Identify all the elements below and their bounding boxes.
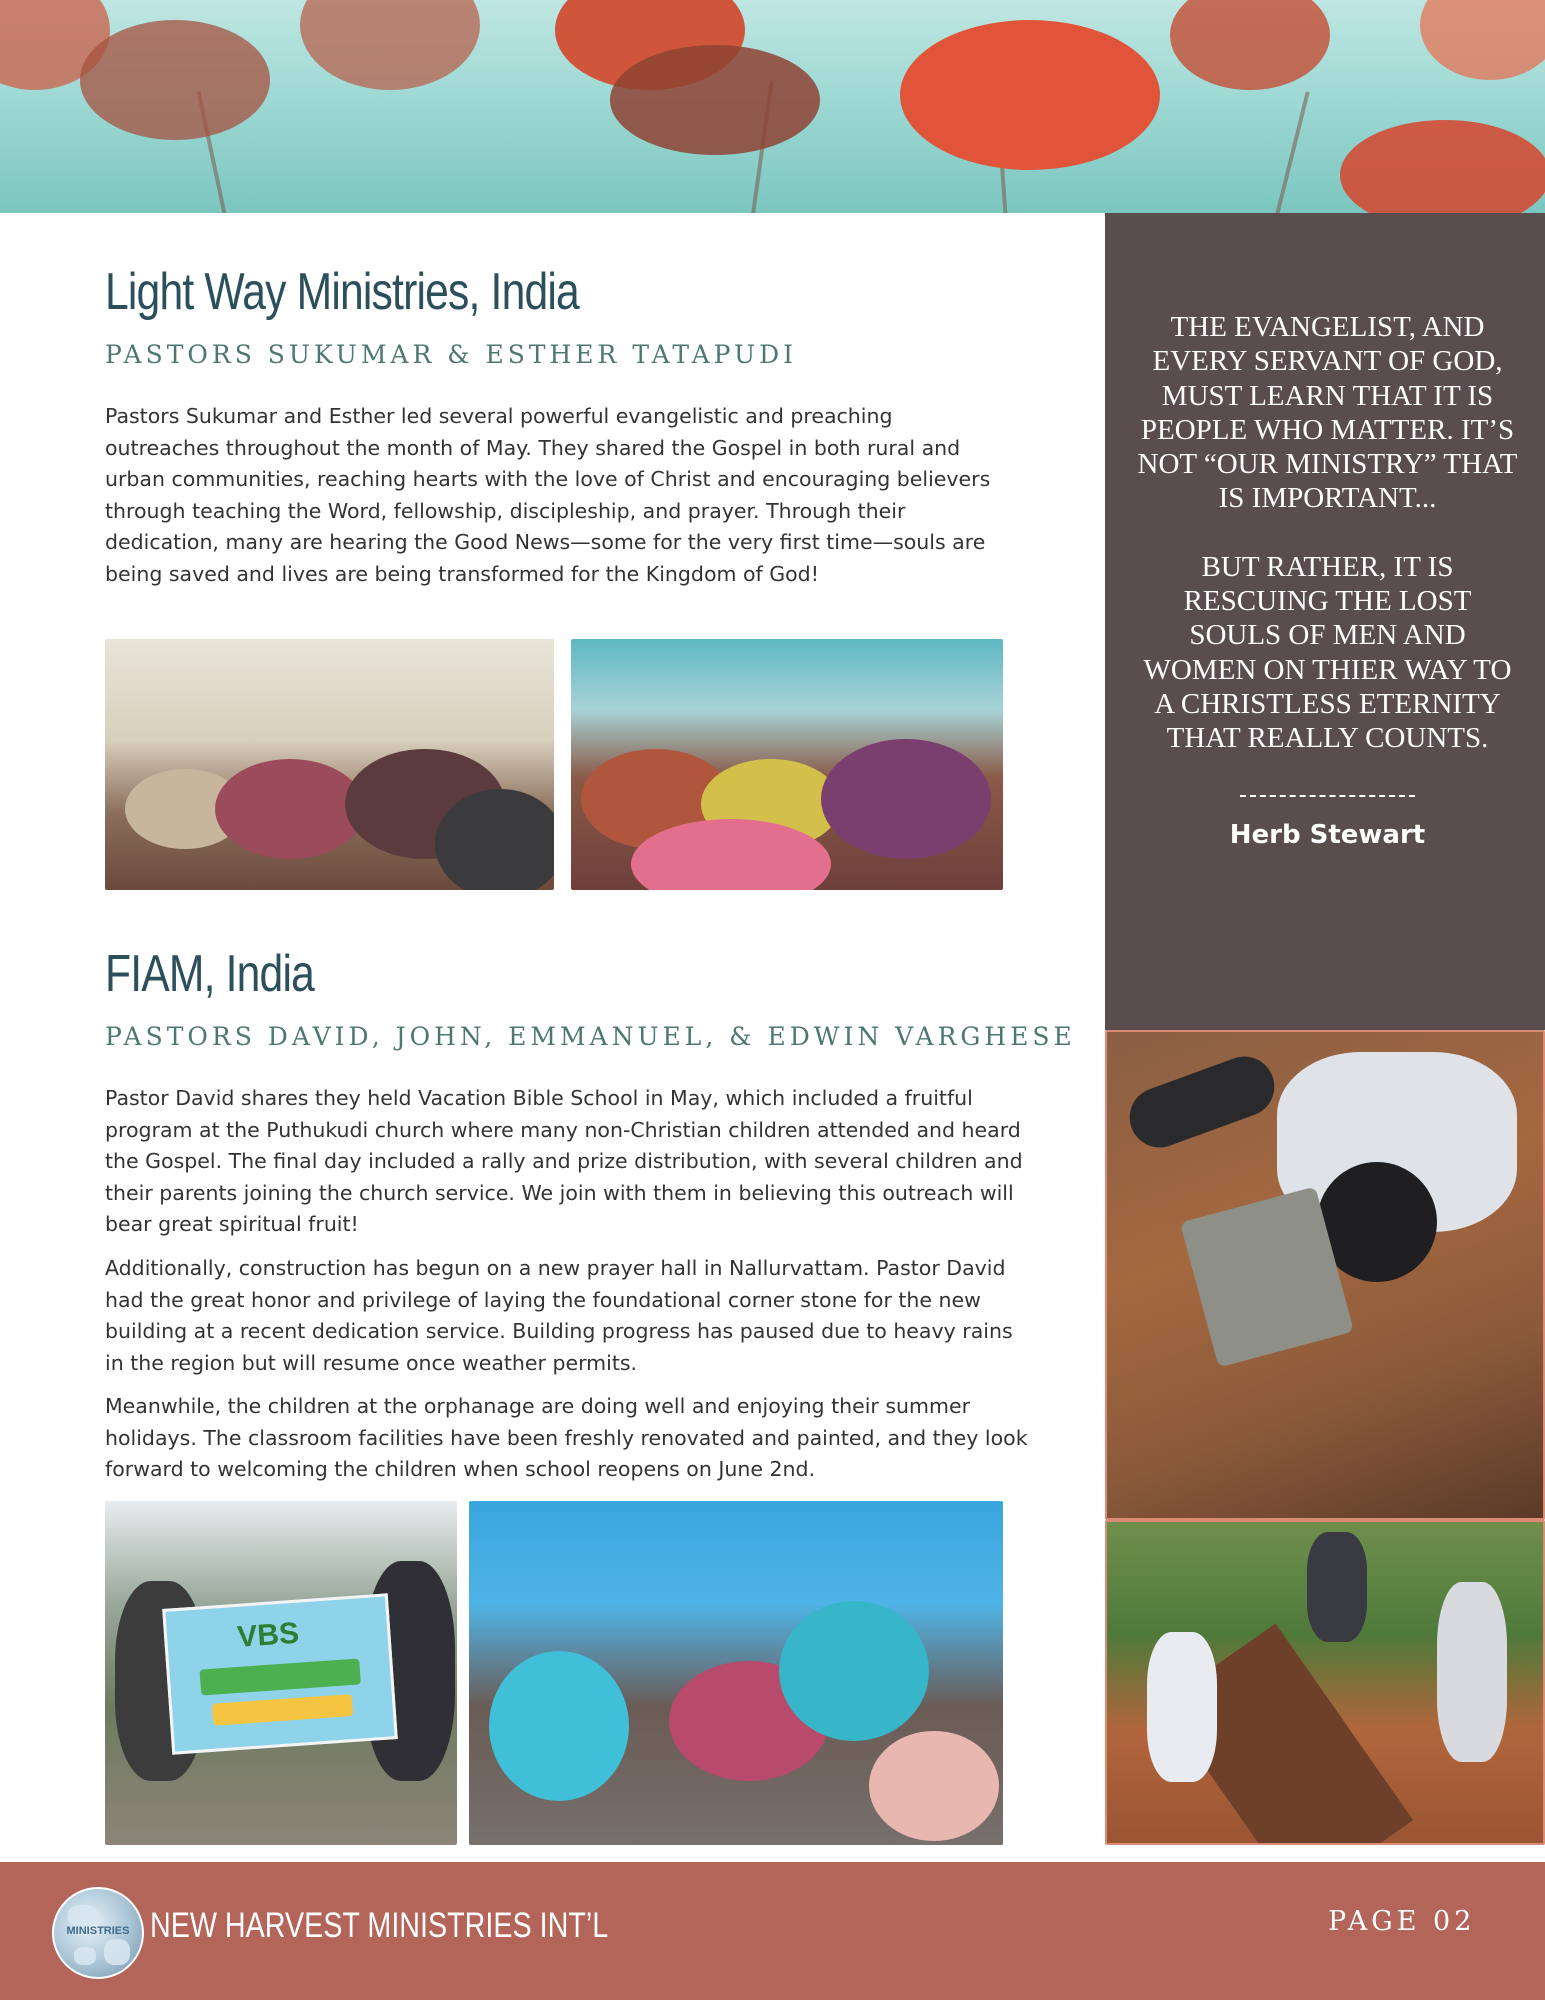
quote-part-2: BUT RATHER, IT IS RESCUING THE LOST SOULS OF MEN AND WOMEN ON THIER WAY TO A CHRISTLESS ETERNITY THAT REALLY COUNTS. [1143, 550, 1512, 755]
section-paragraph: Meanwhile, the children at the orphanage are doing well and enjoying their summer holidays. The classroom facilities have been freshly renovated and painted, and they look forward to welcoming the children when school reopens on June 2nd. [105, 1394, 1028, 1481]
quote-text [1135, 310, 1520, 756]
photo-foundation-trench [1105, 1520, 1545, 1845]
quote-divider [1240, 795, 1415, 797]
vbs-banner-text: VBS [236, 1616, 301, 1654]
quote-author: Herb Stewart [1229, 820, 1426, 850]
photo-vbs-rally [105, 1501, 457, 1845]
footer-org-name: NEW HARVEST MINISTRIES INT’L [150, 1906, 609, 1945]
photo-children-meal [469, 1501, 1003, 1845]
header-banner-image [0, 0, 1545, 213]
section-title-fiam: FIAM, India [105, 945, 314, 1003]
section-subtitle-light-way: PASTORS SUKUMAR & ESTHER TATAPUDI [105, 340, 798, 369]
section-subtitle-fiam: PASTORS DAVID, JOHN, EMMANUEL, & EDWIN VARGHESE [105, 1022, 1076, 1051]
ministry-logo [52, 1887, 144, 1979]
section-paragraph: Pastors Sukumar and Esther led several powerful evangelistic and preaching outreaches throughout the month of May. They shared the Gospel in both rural and urban communities, reaching hearts with the love of Christ and encouraging believers through teaching the Word, fellowship, discipleship, and prayer. Through their dedication, many are hearing the Good News—some for the very first time—souls are being saved and lives are being transformed for the Kingdom of God! [105, 404, 991, 586]
logo-text: MINISTRIES [66, 1925, 130, 1937]
section-paragraph: Pastor David shares they held Vacation Bible School in May, which included a fruitful program at the Puthukudi church where many non-Christian children attended and heard the Gospel. The final day included a rally and prize distribution, with several children and their parents joining the church service. We join with them in believing this outreach will bear great spiritual fruit! [105, 1086, 1023, 1236]
photo-church-gathering [105, 639, 554, 890]
quote-part-1: THE EVANGELIST, AND EVERY SERVANT OF GOD, MUST LEARN THAT IT IS PEOPLE WHO MATTER. IT’S NOT “OUR MINISTRY” THAT IS IMPORTANT... [1137, 311, 1518, 515]
section-title-light-way: Light Way Ministries, India [105, 263, 579, 321]
photo-laying-cornerstone [1105, 1030, 1545, 1520]
page-number: PAGE 02 [1328, 1906, 1476, 1937]
photo-congregation [571, 639, 1003, 890]
section-paragraph: Additionally, construction has begun on a new prayer hall in Nallurvattam. Pastor David had the great honor and privilege of laying the foundational corner stone for the new building at a recent dedication service. Building progress has paused due to heavy rains in the region but will resume once weather permits. [105, 1256, 1013, 1375]
